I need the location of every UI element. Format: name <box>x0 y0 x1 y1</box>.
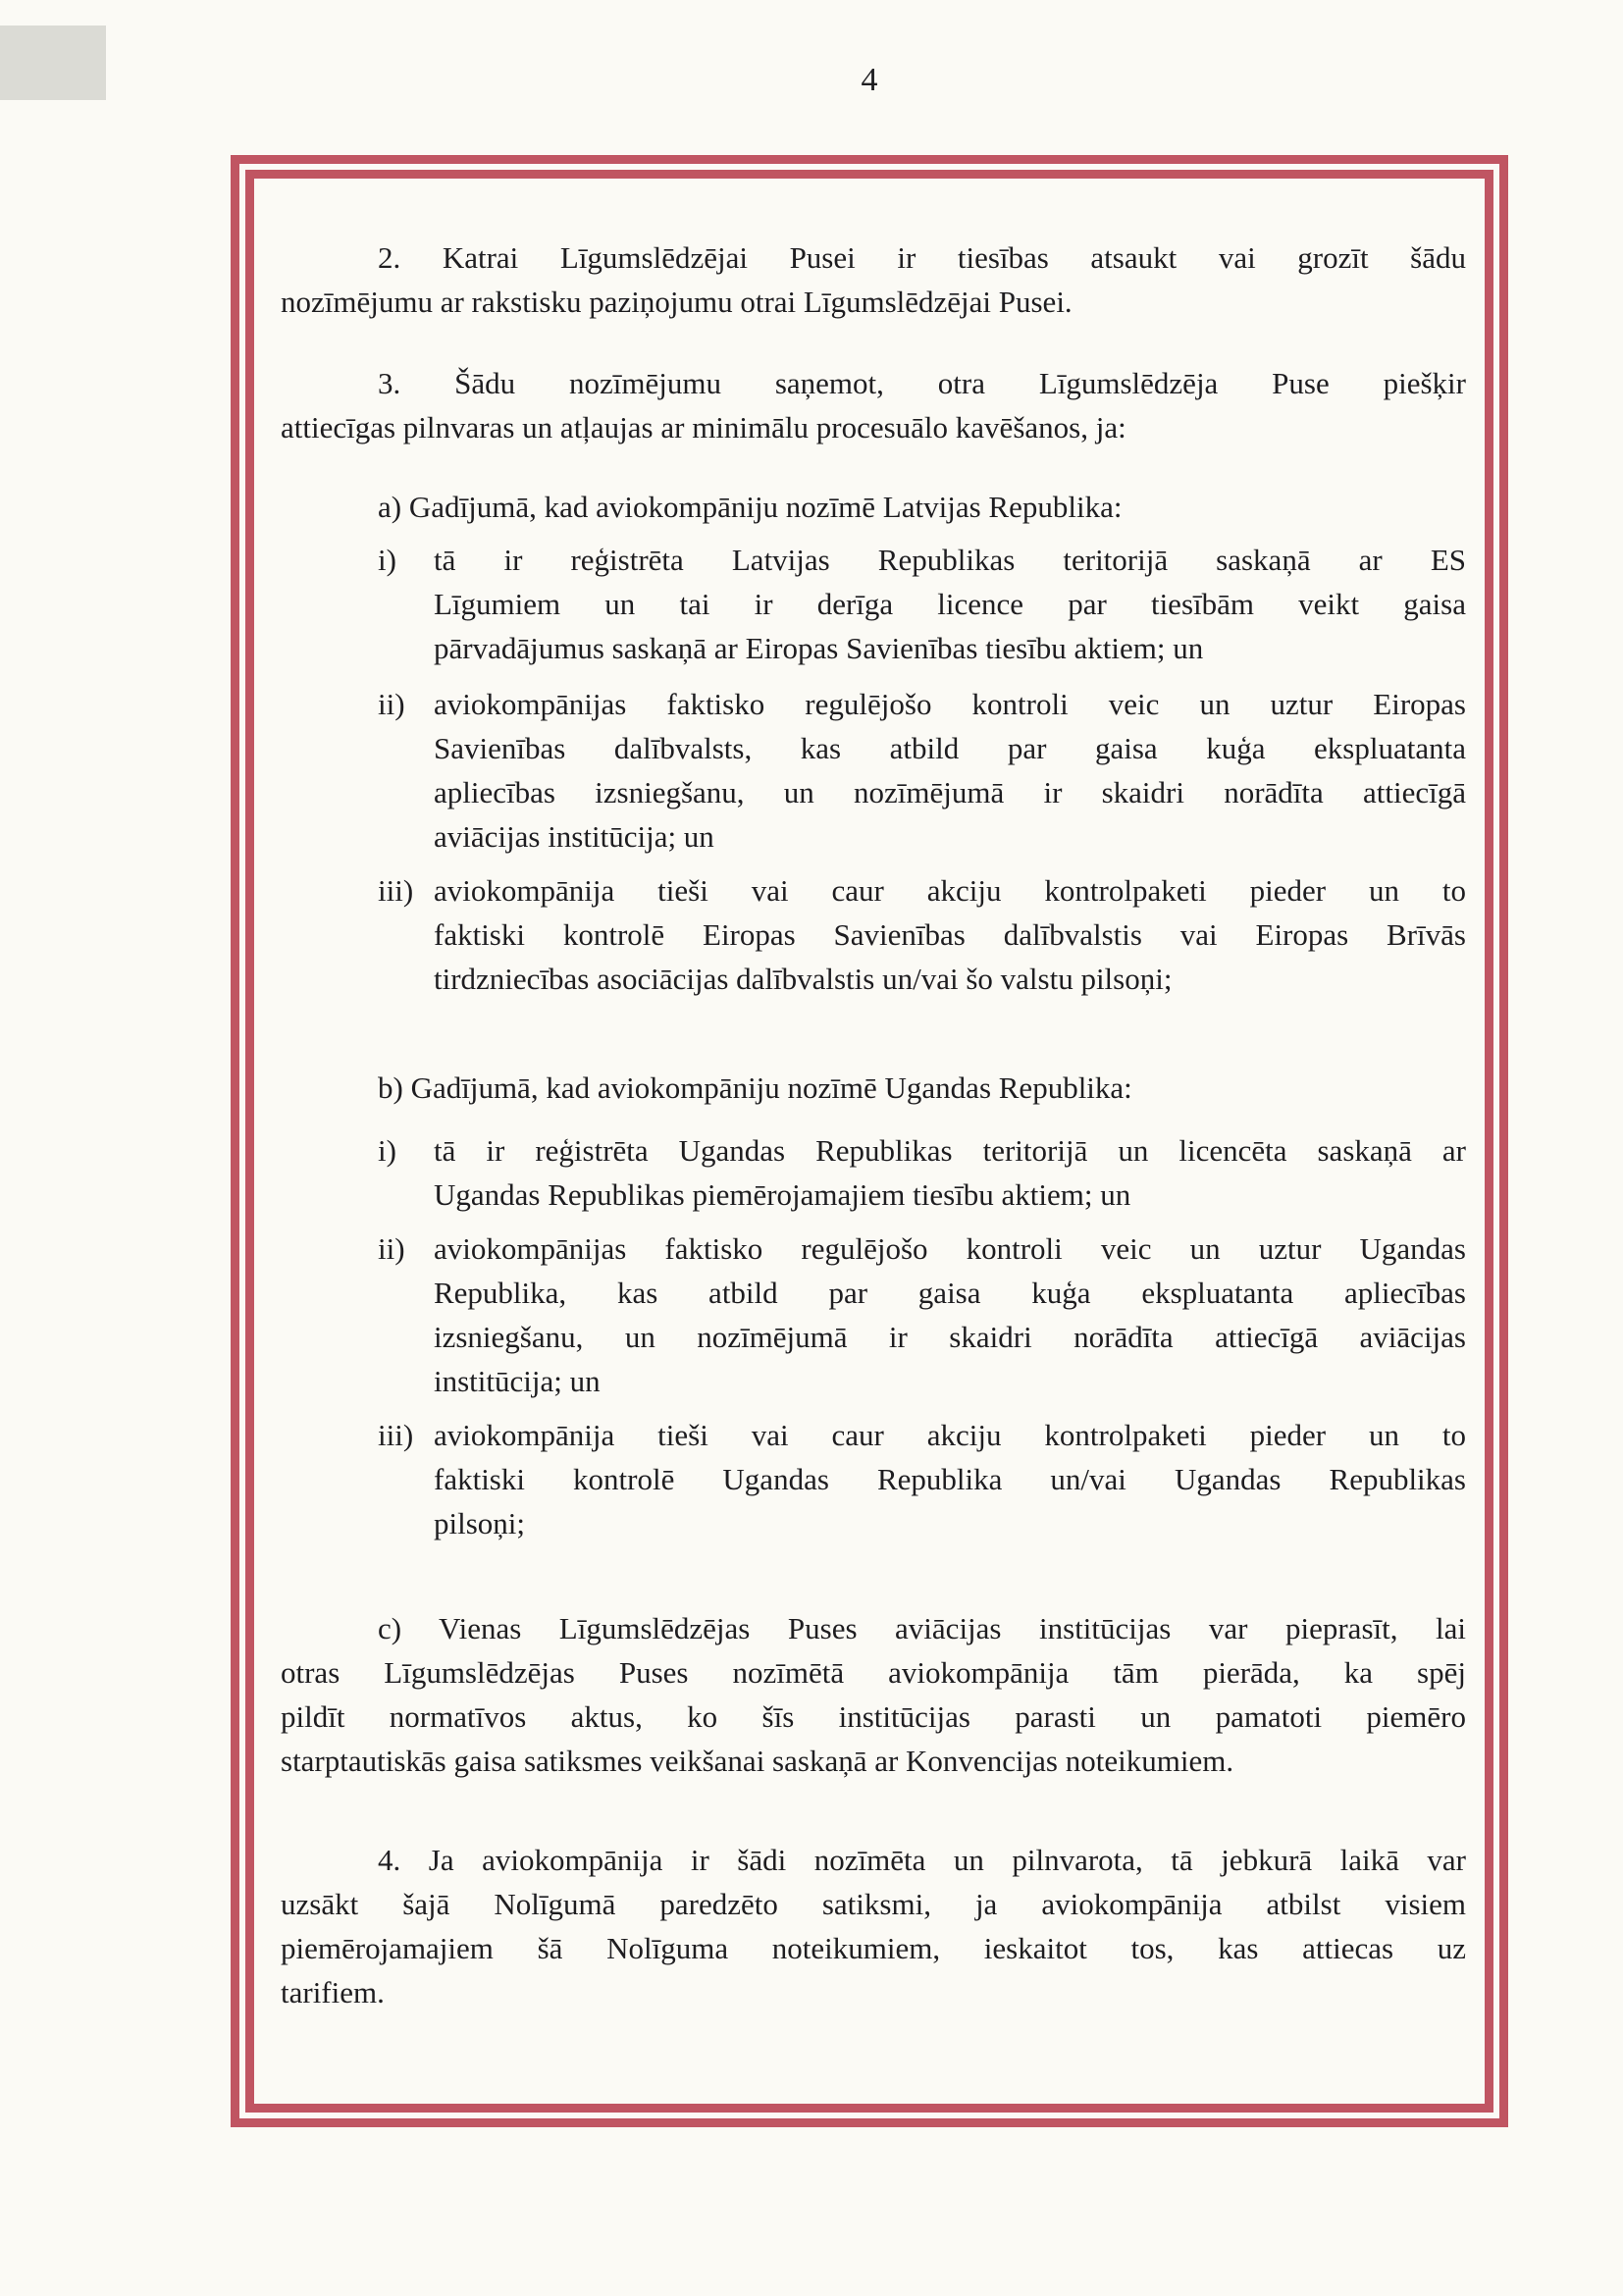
paragraph-line: 3. Šādu nozīmējumu saņemot, otra Līgumslēdzēja Puse piešķir <box>378 366 1466 400</box>
paragraph-line: Līgumiem un tai ir derīga licence par tiesībām veikt gaisa <box>434 587 1466 621</box>
clause-b-heading: b) Gadījumā, kad aviokompāniju nozīmē Ugandas Republika: <box>378 1070 1132 1105</box>
list-marker: i) <box>378 543 396 577</box>
paragraph-line: nozīmējumu ar rakstisku paziņojumu otrai Līgumslēdzējai Pusei. <box>281 285 1073 319</box>
paragraph-line: tirdzniecības asociācijas dalībvalstis un/vai šo valstu pilsoņi; <box>434 962 1173 996</box>
paragraph-line: uzsākt šajā Nolīgumā paredzēto satiksmi, ja aviokompānija atbilst visiem <box>281 1887 1466 1921</box>
decorative-border-outer <box>231 155 1508 2127</box>
list-item-text <box>434 682 1466 859</box>
paragraph-line: otras Līgumslēdzējas Puses nozīmētā aviokompānija tām pierāda, ka spēj <box>281 1655 1466 1690</box>
paragraph-line: apliecības izsniegšanu, un nozīmējumā ir skaidri norādīta attiecīgā <box>434 775 1466 809</box>
clause-b-item-iii <box>378 1413 1466 1545</box>
clause-a-item-i <box>378 538 1466 670</box>
paragraph-line: tā ir reģistrēta Ugandas Republikas teritorijā un licencēta saskaņā ar <box>434 1133 1466 1168</box>
paragraph-4 <box>281 1838 1466 2014</box>
paragraph-line: faktiski kontrolē Eiropas Savienības dalībvalstis vai Eiropas Brīvās <box>434 917 1466 952</box>
list-item-text <box>434 1413 1466 1545</box>
decorative-border-inner <box>245 170 1493 2113</box>
list-item-text <box>434 1226 1466 1403</box>
list-marker: ii) <box>378 1231 405 1266</box>
paragraph-line: faktiski kontrolē Ugandas Republika un/vai Ugandas Republikas <box>434 1462 1466 1496</box>
paragraph-line: izsniegšanu, un nozīmējumā ir skaidri norādīta attiecīgā aviācijas <box>434 1320 1466 1354</box>
list-item-text <box>434 1128 1466 1217</box>
paragraph-line: starptautiskās gaisa satiksmes veikšanai saskaņā ar Konvencijas noteikumiem. <box>281 1744 1234 1778</box>
paragraph-line: aviokompānija tieši vai caur akciju kontrolpaketi pieder un to <box>434 1418 1466 1452</box>
clause-b-item-ii <box>378 1226 1466 1403</box>
list-marker: iii) <box>378 873 414 908</box>
paragraph-line: attiecīgas pilnvaras un atļaujas ar minimālu procesuālo kavēšanos, ja: <box>281 410 1126 444</box>
paragraph-c <box>281 1606 1466 1783</box>
clause-a-heading: a) Gadījumā, kad aviokompāniju nozīmē Latvijas Republika: <box>378 490 1123 524</box>
paragraph-line: aviokompānijas faktisko regulējošo kontroli veic un uztur Ugandas <box>434 1231 1466 1266</box>
paragraph-line: pārvadājumus saskaņā ar Eiropas Savienības tiesību aktiem; un <box>434 631 1204 665</box>
paragraph-line: 4. Ja aviokompānija ir šādi nozīmēta un pilnvarota, tā jebkurā laikā var <box>378 1843 1466 1877</box>
paragraph-2 <box>281 235 1466 324</box>
page-number: 4 <box>861 62 878 98</box>
paragraph-line: aviokompānija tieši vai caur akciju kontrolpaketi pieder un to <box>434 873 1466 908</box>
paragraph-line: tā ir reģistrēta Latvijas Republikas teritorijā saskaņā ar ES <box>434 543 1466 577</box>
list-item-text <box>434 868 1466 1001</box>
list-item-text <box>434 538 1466 670</box>
paragraph-line: Republika, kas atbild par gaisa kuģa ekspluatanta apliecības <box>434 1276 1466 1310</box>
clause-a-item-ii <box>378 682 1466 859</box>
paragraph-line: institūcija; un <box>434 1364 601 1398</box>
paragraph-line: piemērojamajiem šā Nolīguma noteikumiem, ieskaitot tos, kas attiecas uz <box>281 1931 1466 1965</box>
paragraph-line: pildīt normatīvos aktus, ko šīs institūcijas parasti un pamatoti piemēro <box>281 1699 1466 1734</box>
page-content <box>254 179 1485 2104</box>
clause-a-item-iii <box>378 868 1466 1001</box>
list-marker: ii) <box>378 687 405 721</box>
paragraph-line: aviācijas institūcija; un <box>434 819 714 854</box>
paragraph-line: Savienības dalībvalsts, kas atbild par gaisa kuģa ekspluatanta <box>434 731 1466 765</box>
paragraph-line: aviokompānijas faktisko regulējošo kontroli veic un uztur Eiropas <box>434 687 1466 721</box>
paragraph-line: c) Vienas Līgumslēdzējas Puses aviācijas institūcijas var pieprasīt, lai <box>378 1611 1466 1645</box>
paragraph-line: pilsoņi; <box>434 1506 526 1540</box>
clause-b-item-i <box>378 1128 1466 1217</box>
scan-artifact <box>0 26 106 100</box>
paragraph-3 <box>281 361 1466 449</box>
paragraph-line: Ugandas Republikas piemērojamajiem tiesību aktiem; un <box>434 1177 1131 1212</box>
paragraph-line: 2. Katrai Līgumslēdzējai Pusei ir tiesības atsaukt vai grozīt šādu <box>378 240 1466 275</box>
paragraph-line: tarifiem. <box>281 1975 385 2009</box>
list-marker: iii) <box>378 1418 414 1452</box>
list-marker: i) <box>378 1133 396 1168</box>
